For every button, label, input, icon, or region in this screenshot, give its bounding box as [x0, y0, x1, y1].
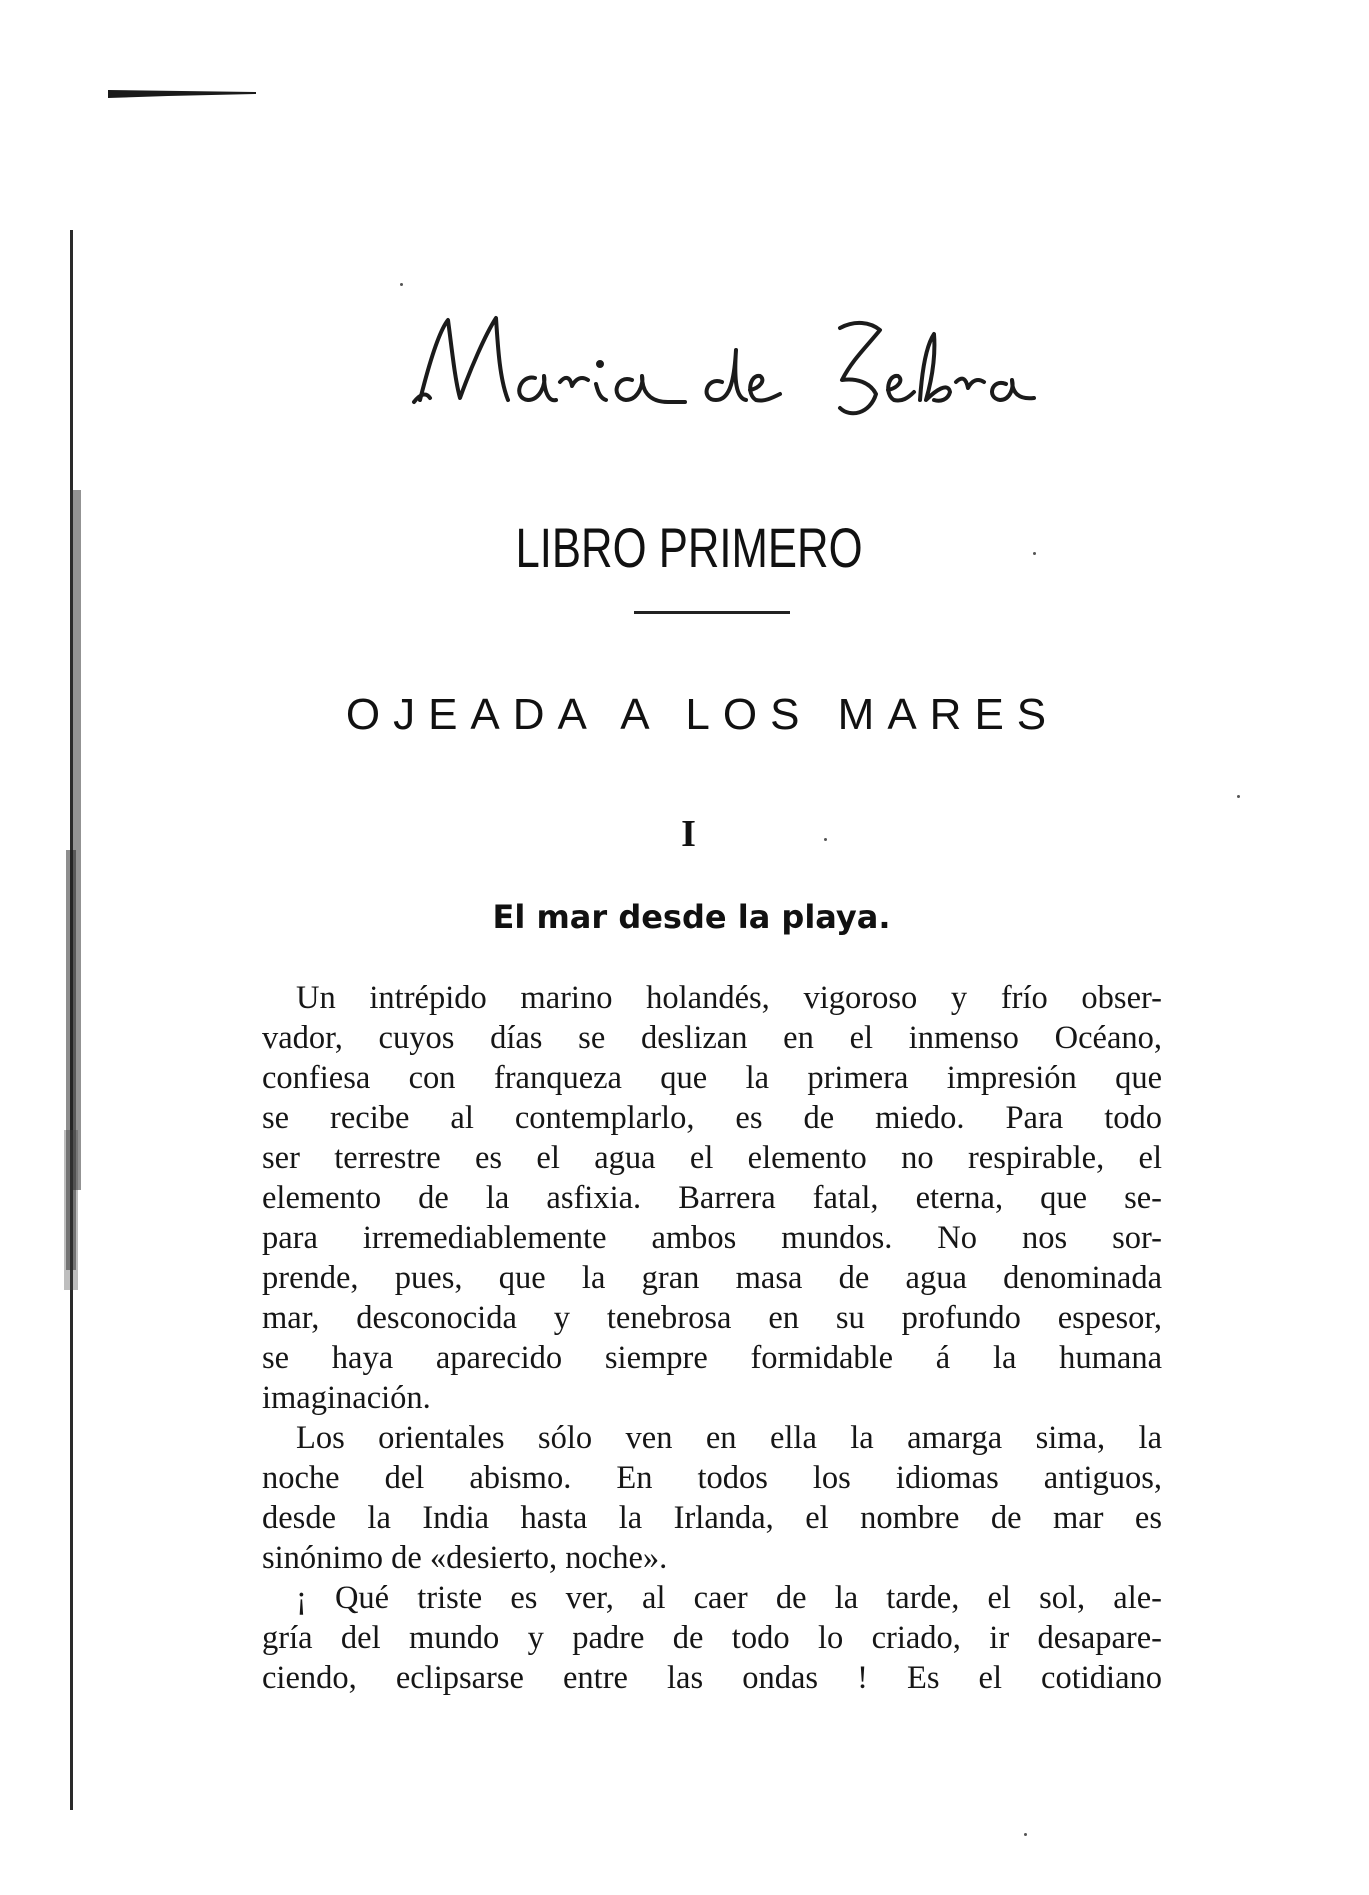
text-line: noche del abismo. En todos los idiomas antiguos,: [262, 1460, 1162, 1496]
text-line: prende, pues, que la gran masa de agua denominada: [262, 1260, 1162, 1296]
text-line: mar, desconocida y tenebrosa en su profundo espesor,: [262, 1300, 1162, 1336]
text-line: para irremediablemente ambos mundos. No nos sor-: [262, 1220, 1162, 1256]
text-line: confiesa con franqueza que la primera impresión que: [262, 1060, 1162, 1096]
text-line: se recibe al contemplarlo, es de miedo. Para todo: [262, 1100, 1162, 1136]
text-line: ciendo, eclipsarse entre las ondas ! Es el cotidiano: [262, 1660, 1162, 1696]
paragraph: [262, 978, 1162, 1418]
text-line: imaginación.: [262, 1380, 431, 1416]
chapter-title: El mar desde la playa.: [492, 898, 891, 936]
text-line: Los orientales sólo ven en ella la amarga sima, la: [296, 1420, 1162, 1456]
scan-corner-mark: [108, 88, 256, 100]
text-line: vador, cuyos días se deslizan en el inmenso Océano,: [262, 1020, 1162, 1056]
body-text: [262, 978, 1162, 1698]
scan-speck: [1024, 1833, 1027, 1836]
paragraph: [262, 1418, 1162, 1578]
scan-speck: [400, 283, 403, 286]
text-line: Un intrépido marino holandés, vigoroso y frío obser-: [296, 980, 1162, 1016]
text-line: ser terrestre es el agua el elemento no respirable, el: [262, 1140, 1162, 1176]
part-title: OJEADA A LOS MARES: [345, 690, 1060, 739]
text-line: gría del mundo y padre de todo lo criado, ir desapare-: [262, 1620, 1162, 1656]
paragraph: [262, 1578, 1162, 1698]
heading-divider: [634, 611, 790, 614]
binding-shadow: [60, 230, 96, 1810]
book-heading: LIBRO PRIMERO: [515, 516, 863, 579]
chapter-number: I: [681, 813, 696, 855]
text-line: se haya aparecido siempre formidable á la humana: [262, 1340, 1162, 1376]
text-line: elemento de la asfixia. Barrera fatal, eterna, que se-: [262, 1180, 1162, 1216]
text-line: ¡ Qué triste es ver, al caer de la tarde, el sol, ale-: [296, 1580, 1162, 1616]
scan-speck: [1237, 795, 1240, 798]
text-line: desde la India hasta la Irlanda, el nombre de mar es: [262, 1500, 1162, 1536]
text-line: sinónimo de «desierto, noche».: [262, 1540, 668, 1576]
handwritten-signature: [400, 290, 1040, 440]
